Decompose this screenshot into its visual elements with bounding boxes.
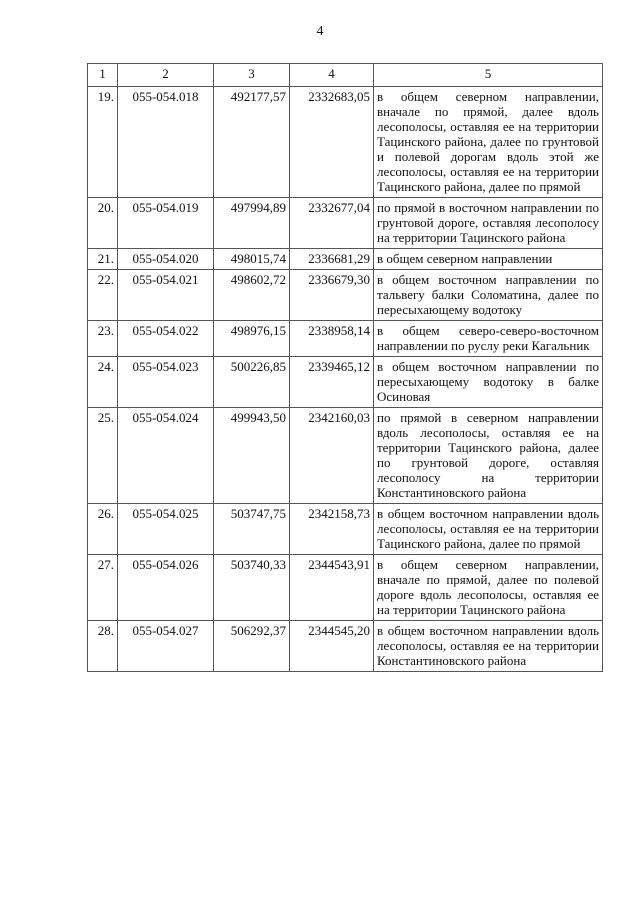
point-code-cell: 055-054.022 <box>118 321 214 357</box>
row-number-cell: 24. <box>88 357 118 408</box>
column-header-3: 3 <box>214 64 290 87</box>
row-number-cell: 21. <box>88 249 118 270</box>
table-row <box>88 249 603 270</box>
coordinate-y-cell: 2344543,91 <box>290 555 374 621</box>
coordinate-y-cell: 2332677,04 <box>290 198 374 249</box>
row-number-cell: 28. <box>88 621 118 672</box>
coordinate-y-cell: 2336681,29 <box>290 249 374 270</box>
column-header-5: 5 <box>374 64 603 87</box>
table-row <box>88 504 603 555</box>
table-row <box>88 357 603 408</box>
table-header-row <box>88 64 603 87</box>
boundary-points-table <box>87 63 603 672</box>
coordinate-y-cell: 2339465,12 <box>290 357 374 408</box>
coordinate-x-cell: 497994,89 <box>214 198 290 249</box>
description-cell: в общем восточном направлении вдоль лесополосы, оставляя ее на территории Константиновского района <box>374 621 603 672</box>
coordinate-x-cell: 498015,74 <box>214 249 290 270</box>
table-row <box>88 270 603 321</box>
description-cell: по прямой в северном направлении вдоль лесополосы, оставляя ее на территории Тацинского района, далее по грунтовой дороге, оставляя лесополосу на территории Константиновского района <box>374 408 603 504</box>
point-code-cell: 055-054.023 <box>118 357 214 408</box>
description-cell: в общем северном направлении, вначале по прямой, далее вдоль лесополосы, оставляя ее на территории Тацинского района, далее по грунтовой и полевой дорогам вдоль этой же лесополосы, оставляя ее на территории Тацинского района, далее по прямой <box>374 87 603 198</box>
coordinate-y-cell: 2342158,73 <box>290 504 374 555</box>
row-number-cell: 20. <box>88 198 118 249</box>
table-row <box>88 198 603 249</box>
coordinate-x-cell: 492177,57 <box>214 87 290 198</box>
page-number: 4 <box>316 24 324 39</box>
column-header-1: 1 <box>88 64 118 87</box>
description-cell: в общем восточном направлении вдоль лесополосы, оставляя ее на территории Тацинского района, далее по прямой <box>374 504 603 555</box>
point-code-cell: 055-054.018 <box>118 87 214 198</box>
description-cell: в общем северном направлении, вначале по прямой, далее по полевой дороге вдоль лесополосы, оставляя ее на территории Тацинского района <box>374 555 603 621</box>
point-code-cell: 055-054.021 <box>118 270 214 321</box>
description-cell: в общем восточном направлении по тальвегу балки Соломатина, далее по пересыхающему водотоку <box>374 270 603 321</box>
table-row <box>88 408 603 504</box>
coordinate-y-cell: 2332683,05 <box>290 87 374 198</box>
column-header-4: 4 <box>290 64 374 87</box>
coordinate-x-cell: 499943,50 <box>214 408 290 504</box>
row-number-cell: 23. <box>88 321 118 357</box>
table-row <box>88 87 603 198</box>
description-cell: в общем северном направлении <box>374 249 603 270</box>
description-cell: в общем восточном направлении по пересыхающему водотоку в балке Осиновая <box>374 357 603 408</box>
coordinate-y-cell: 2344545,20 <box>290 621 374 672</box>
table-row <box>88 621 603 672</box>
column-header-2: 2 <box>118 64 214 87</box>
coordinate-y-cell: 2342160,03 <box>290 408 374 504</box>
row-number-cell: 25. <box>88 408 118 504</box>
row-number-cell: 22. <box>88 270 118 321</box>
row-number-cell: 19. <box>88 87 118 198</box>
coordinate-x-cell: 498602,72 <box>214 270 290 321</box>
description-cell: по прямой в восточном направлении по грунтовой дороге, оставляя лесополосу на территории Тацинского района <box>374 198 603 249</box>
point-code-cell: 055-054.020 <box>118 249 214 270</box>
point-code-cell: 055-054.024 <box>118 408 214 504</box>
point-code-cell: 055-054.025 <box>118 504 214 555</box>
point-code-cell: 055-054.027 <box>118 621 214 672</box>
point-code-cell: 055-054.026 <box>118 555 214 621</box>
point-code-cell: 055-054.019 <box>118 198 214 249</box>
row-number-cell: 27. <box>88 555 118 621</box>
coordinate-y-cell: 2336679,30 <box>290 270 374 321</box>
coordinate-x-cell: 503747,75 <box>214 504 290 555</box>
row-number-cell: 26. <box>88 504 118 555</box>
table-row <box>88 555 603 621</box>
table-row <box>88 321 603 357</box>
coordinate-x-cell: 506292,37 <box>214 621 290 672</box>
coordinate-y-cell: 2338958,14 <box>290 321 374 357</box>
coordinate-x-cell: 500226,85 <box>214 357 290 408</box>
table-body <box>88 64 603 672</box>
coordinate-x-cell: 498976,15 <box>214 321 290 357</box>
coordinate-x-cell: 503740,33 <box>214 555 290 621</box>
description-cell: в общем северо-северо-восточном направлении по руслу реки Кагальник <box>374 321 603 357</box>
